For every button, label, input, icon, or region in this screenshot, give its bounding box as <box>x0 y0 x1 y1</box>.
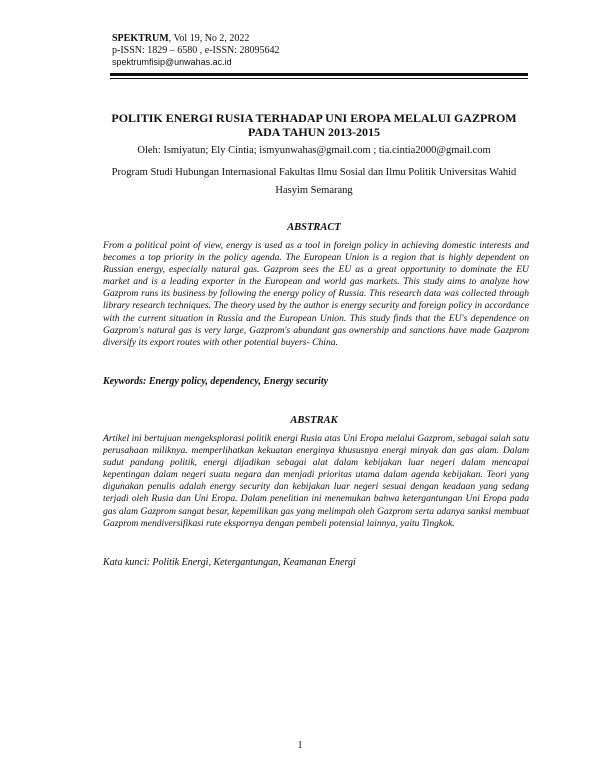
abstract-keywords <box>103 376 529 387</box>
affiliation-line-1: Program Studi Hubungan Internasional Fakultas Ilmu Sosial dan Ilmu Politik Universitas Wahid <box>111 167 517 178</box>
abstract-text: From a political point of view, energy is used as a tool in foreign policy in achieving domestic interests and becomes a top priority in the policy agenda. The European Union is a region that is highly dependent on Russian energy, especially natural gas. Gazprom sees the EU as a great opportunity to dominate the EU market and is a leading exporter in the European and world gas markets. This study aims to analyze how Gazprom runs its business by following the energy policy of Russia. This research data was collected through library research techniques. The theory used by the author is energy security and foreign policy in accordance with the current situation in Russia and the European Union. This study finds that the EU's dependence on Gazprom's natural gas is very large, Gazprom's abundant gas ownership and sanctions have made Gazprom diversify its export routes with other potential buyers- China. <box>103 240 529 348</box>
abstrak-keywords: Kata kunci: Politik Energi, Ketergantungan, Keamanan Energi <box>103 557 356 568</box>
authors-line: Oleh: Ismiyatun; Ely Cintia; ismyunwahas@gmail.com ; tia.cintia2000@gmail.com <box>137 145 491 156</box>
keywords-text: Keywords: Energy policy, dependency, Energy security <box>103 376 329 387</box>
abstract-heading: ABSTRACT <box>287 222 341 233</box>
journal-info-line <box>112 33 512 45</box>
paper-title <box>100 111 528 139</box>
header-rule-thin <box>110 78 528 79</box>
header-rule-thick <box>110 73 528 76</box>
page-number: 1 <box>297 740 303 751</box>
journal-issn: p-ISSN: 1829 – 6580 , e-ISSN: 28095642 <box>112 44 280 56</box>
title-line-1: POLITIK ENERGI RUSIA TERHADAP UNI EROPA MELALUI GAZPROM <box>111 111 517 125</box>
journal-header <box>112 33 512 68</box>
affiliation <box>100 164 528 200</box>
journal-email: spektrumfisip@unwahas.ac.id <box>112 57 232 67</box>
abstrak-text: Artikel ini bertujuan mengeksplorasi politik energi Rusia atas Uni Eropa melalui Gazprom, sebagai salah satu perusahaan miliknya. memperlihatkan kekuatan energinya khususnya energi minyak dan gas alam. Dalam sudut pandang politik, energi dijadikan sebagai alat dalam kebijakan luar negeri dalam mencapai kepentingan dalam negeri suatu negara dan menjadi prioritas utama dalam agenda kebijakan. Teori yang digunakan penulis adalah energy security dan kebijakan luar negeri sesuai dengan keadaan yang sedang terjadi oleh Rusia dan Uni Eropa. Dalam penelitian ini menemukan bahwa ketergantungan Uni Eropa pada gas alam Gazprom sangat besar, kepemilikan gas yang melimpah oleh Gazprom serta adanya sanksi membuat Gazprom mendiversifikasi rute ekspornya dengan pembeli potensial lainnya, yaitu Tingkok. <box>103 433 529 529</box>
journal-name: SPEKTRUM <box>112 33 169 44</box>
journal-volume: , Vol 19, No 2, 2022 <box>168 33 250 44</box>
title-line-2: PADA TAHUN 2013-2015 <box>248 125 380 139</box>
abstrak-heading: ABSTRAK <box>290 415 338 426</box>
affiliation-line-2: Hasyim Semarang <box>275 185 353 196</box>
